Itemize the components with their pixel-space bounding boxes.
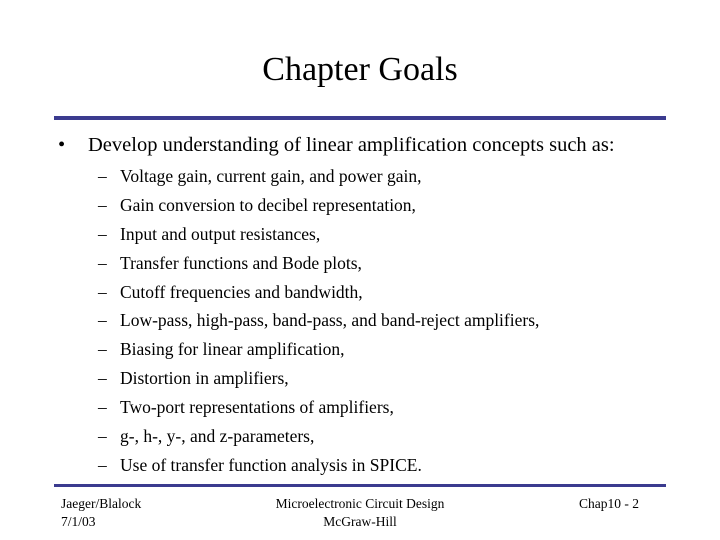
list-item-text: Biasing for linear amplification, [120,339,345,360]
list-item [98,249,539,278]
main-bullet [58,131,698,159]
goal-list [98,162,539,480]
list-item-text: Transfer functions and Bode plots, [120,252,362,273]
dash-marker: – [98,339,107,360]
dash-marker: – [98,281,107,302]
main-bullet-text: Develop understanding of linear amplification concepts such as: [88,134,615,156]
dash-marker: – [98,426,107,447]
list-item [98,278,539,307]
list-item-text: Gain conversion to decibel representation, [120,194,416,215]
footer-publisher: McGraw-Hill [323,514,397,529]
list-item [98,422,539,451]
footer-authors: Jaeger/Blalock [61,496,142,511]
dash-marker: – [98,454,107,475]
list-item-text: Input and output resistances, [120,223,321,244]
list-item [98,191,539,220]
dash-marker: – [98,252,107,273]
list-item [98,162,539,191]
footer-date: 7/1/03 [61,514,96,529]
footer-book-title: Microelectronic Circuit Design [275,496,445,511]
footer-divider [54,484,666,487]
dash-marker: – [98,166,107,186]
list-item [98,220,539,249]
title-divider [54,116,666,120]
dash-marker: – [98,194,107,215]
list-item-text: Two-port representations of amplifiers, [120,397,394,418]
list-item [98,364,539,393]
list-item [98,306,539,335]
list-item-text: Cutoff frequencies and bandwidth, [120,281,363,302]
footer-page-number: Chap10 - 2 [579,496,639,511]
dash-marker: – [98,397,107,418]
list-item-text: Low-pass, high-pass, band-pass, and band-reject amplifiers, [120,310,540,331]
slide-title: Chapter Goals [262,51,458,88]
dash-marker: – [98,368,107,389]
list-item-text: Use of transfer function analysis in SPICE. [120,454,422,475]
dash-marker: – [98,310,107,331]
list-item [98,393,539,422]
dash-marker: – [98,223,107,244]
list-item [98,451,539,480]
footer-author [61,495,141,531]
list-item [98,335,539,364]
footer-book [238,495,482,531]
list-item-text: Voltage gain, current gain, and power gain, [120,166,422,186]
list-item-text: Distortion in amplifiers, [120,368,289,389]
bullet-marker: • [58,134,66,156]
list-item-text: g-, h-, y-, and z-parameters, [120,426,315,447]
